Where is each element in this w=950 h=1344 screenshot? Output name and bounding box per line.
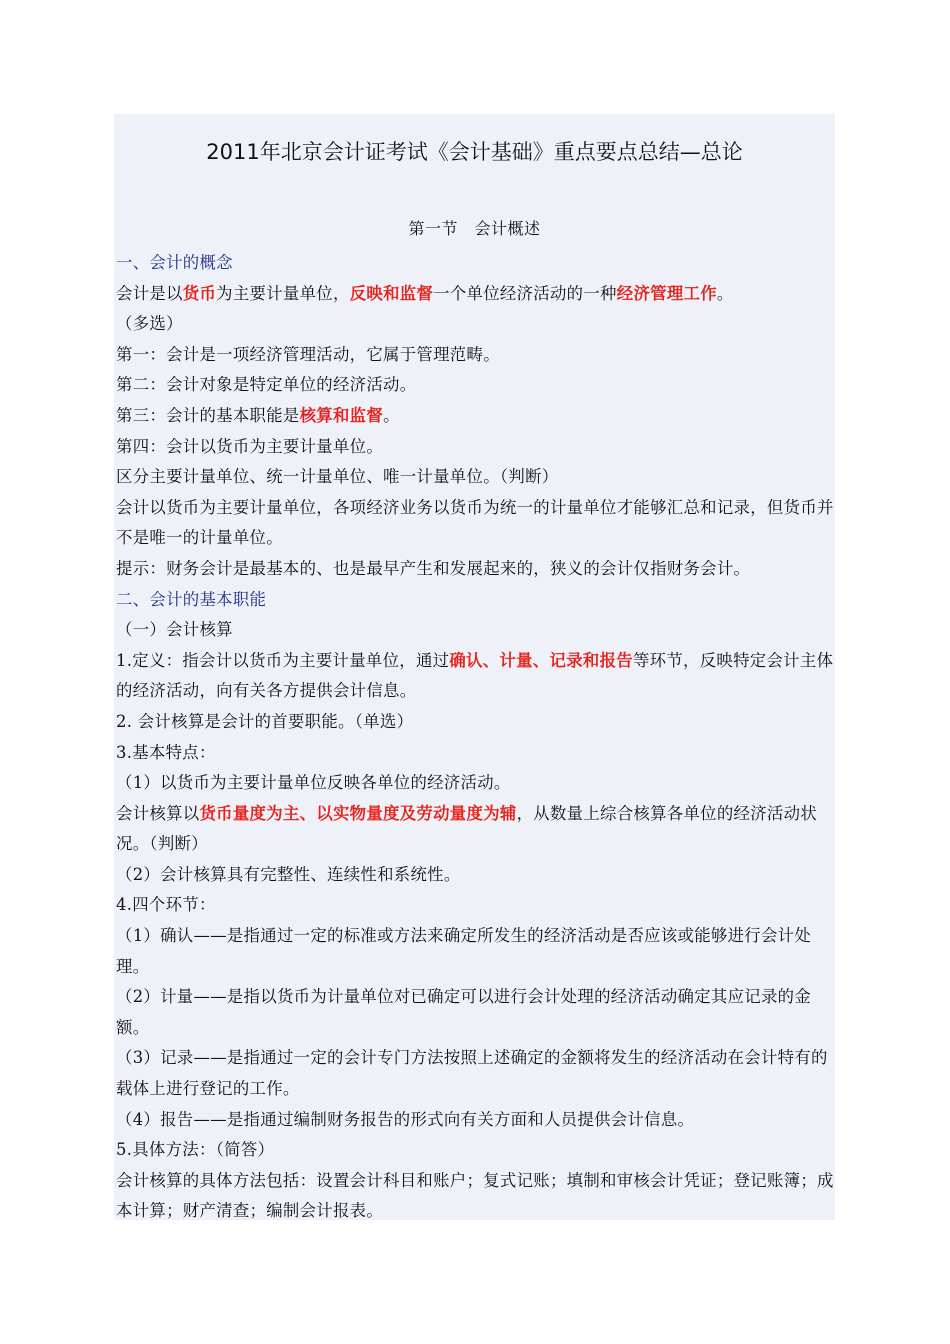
text-run: （1）确认——是指通过一定的标准或方法来确定所发生的经济活动是否应该或能够进行会计处理。	[116, 926, 812, 976]
paragraph	[116, 860, 836, 891]
paragraph	[116, 738, 836, 769]
text-run: 。	[716, 283, 734, 303]
text-run: 等环节，反映特定会计主体的经济活动，向有关各方提供会计信息。	[116, 650, 834, 701]
paragraph	[116, 768, 836, 799]
text-run: （一）会计核算	[116, 620, 233, 640]
paragraph	[116, 1043, 836, 1104]
paragraph	[116, 921, 836, 982]
text-run: （2）计量——是指以货币为计量单位对已确定可以进行会计处理的经济活动确定其应记录的金额。	[116, 987, 812, 1037]
text-run: （多选）	[116, 314, 183, 334]
text-run: 。	[383, 405, 400, 425]
highlight-text: 确认、计量、记录和报告	[449, 650, 633, 670]
paragraph	[116, 1105, 836, 1136]
text-run: 2. 会计核算是会计的首要职能。（单选）	[116, 711, 414, 731]
highlight-text: 货币量度为主、以实物量度及劳动量度为辅	[199, 803, 517, 823]
text-run: 一、会计的概念	[116, 253, 233, 272]
text-run: 3.基本特点：	[116, 742, 216, 762]
document-title: 2011年北京会计证考试《会计基础》重点要点总结—总论	[206, 140, 743, 164]
paragraph	[116, 309, 836, 340]
text-run: 一个单位经济活动的一种	[433, 283, 617, 303]
text-run: ，从数量上综合核算各单位的经济活动状况。（判断）	[116, 803, 818, 854]
text-run: （2）会计核算具有完整性、连续性和系统性。	[116, 864, 461, 884]
text-run: 为主要计量单位，	[216, 283, 350, 303]
text-run: 第一：会计是一项经济管理活动，它属于管理范畴。	[116, 344, 500, 364]
text-run: 会计核算以	[116, 803, 200, 823]
text-run: （1）以货币为主要计量单位反映各单位的经济活动。	[116, 773, 511, 793]
text-run: 1.定义：指会计以货币为主要计量单位，通过	[116, 650, 450, 670]
text-run: 4.四个环节：	[116, 895, 216, 915]
paragraph	[116, 340, 836, 371]
highlight-text: 货币	[182, 283, 217, 303]
text-run: （4）报告——是指通过编制财务报告的形式向有关方面和人员提供会计信息。	[116, 1109, 695, 1129]
text-run: 第二：会计对象是特定单位的经济活动。	[116, 375, 417, 395]
paragraph	[116, 493, 836, 554]
paragraph	[116, 401, 836, 432]
highlight-text: 经济管理工作	[616, 283, 717, 303]
paragraph	[116, 370, 836, 401]
text-run: 会计核算的具体方法包括：设置会计科目和账户；复式记账；填制和审核会计凭证；登记账簿；成本计算；财产清查；编制会计报表。	[116, 1170, 834, 1221]
document-page	[114, 114, 835, 1220]
paragraph	[116, 799, 836, 860]
document-body	[116, 248, 836, 1227]
text-run: 提示：财务会计是最基本的、也是最早产生和发展起来的，狭义的会计仅指财务会计。	[116, 558, 751, 578]
paragraph	[116, 279, 836, 310]
paragraph	[116, 890, 836, 921]
subheading	[116, 585, 836, 616]
text-run: 会计以货币为主要计量单位，各项经济业务以货币为统一的计量单位才能够汇总和记录，但货币并不是唯一的计量单位。	[116, 497, 834, 548]
paragraph	[116, 646, 836, 707]
paragraph	[116, 1135, 836, 1166]
text-run: 会计是以	[116, 283, 183, 303]
paragraph	[116, 1166, 836, 1227]
paragraph	[116, 982, 836, 1043]
paragraph	[116, 554, 836, 585]
text-run: 第四：会计以货币为主要计量单位。	[116, 436, 384, 456]
text-run: （3）记录——是指通过一定的会计专门方法按照上述确定的金额将发生的经济活动在会计特有的载体上进行登记的工作。	[116, 1048, 828, 1099]
text-run: 5.具体方法：（简答）	[116, 1140, 275, 1160]
paragraph	[116, 615, 836, 646]
paragraph	[116, 707, 836, 738]
text-run: 区分主要计量单位、统一计量单位、唯一计量单位。（判断）	[116, 467, 559, 487]
paragraph	[116, 462, 836, 493]
paragraph	[116, 432, 836, 463]
highlight-text: 反映和监督	[349, 283, 434, 303]
highlight-text: 核算和监督	[299, 405, 384, 425]
text-run: 第三：会计的基本职能是	[116, 405, 300, 425]
subheading	[116, 248, 836, 279]
text-run: 二、会计的基本职能	[116, 589, 267, 609]
section-heading: 第一节 会计概述	[408, 219, 541, 238]
